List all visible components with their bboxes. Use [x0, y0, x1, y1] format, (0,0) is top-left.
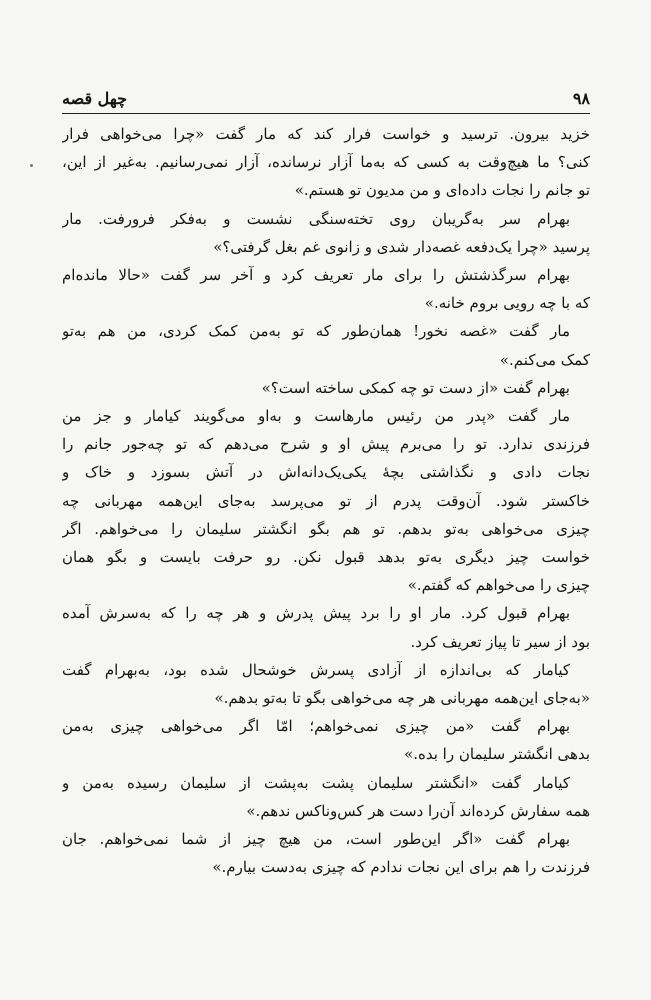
paragraph	[62, 261, 590, 317]
text-line: فرزندی ندارد. تو را می‌برم پیش او و شرح می‌دهم که تو چه‌جور جانم را	[62, 435, 590, 454]
paragraph	[62, 599, 590, 655]
text-line: کیامار که بی‌اندازه از آزادی پسرش خوشحال شده بود، به‌بهرام گفت	[62, 660, 570, 679]
paragraph	[62, 656, 590, 712]
text-line: نجات دادی و نگذاشتی بچهٔ یکی‌یک‌دانه‌اش در آتش بسوزد و خاک و	[62, 463, 590, 482]
paragraph	[62, 712, 590, 768]
margin-mark	[30, 164, 33, 167]
text-line: بود از سیر تا پیاز تعریف کرد.	[410, 632, 590, 651]
paragraph	[62, 374, 590, 402]
text-line: خواست چیز دیگری به‌تو بدهد قبول نکن. رو حرفت بایست و بگو همان	[62, 548, 590, 567]
text-line: چیزی را می‌خواهم که گفتم.»	[407, 576, 590, 595]
text-line: خاکستر شود. آن‌وقت پدرم از تو می‌پرسد به‌جای این‌همه مهربانی چه	[62, 491, 590, 510]
paragraph	[62, 402, 590, 599]
text-line: کمک می‌کنم.»	[499, 350, 590, 369]
text-line: تو جانم را نجات داده‌ای و من مدیون تو هستم.»	[294, 181, 590, 200]
text-line: بهرام گفت «من چیزی نمی‌خواهم؛ امّا اگر می‌خواهی چیزی به‌من	[62, 717, 570, 736]
page-number: ۹۸	[572, 89, 590, 108]
text-line: بهرام گفت «اگر این‌طور است، من هیچ چیز از شما نمی‌خواهم. جان	[62, 830, 570, 849]
text-line: کیامار گفت «انگشتر سلیمان پشت به‌پشت از سلیمان رسیده به‌من و	[62, 773, 570, 792]
paragraph	[62, 825, 590, 881]
text-line: مار گفت «غصه نخور! همان‌طور که تو به‌من کمک کردی، من هم به‌تو	[62, 322, 570, 341]
paragraph	[62, 205, 590, 261]
text-line: بدهی انگشتر سلیمان را بده.»	[404, 745, 590, 764]
text-line: بهرام گفت «از دست تو چه کمکی ساخته است؟»	[261, 378, 570, 397]
text-line: کنی؟ ما هیچ‌وقت به کسی که به‌ما آزار نرسانده، آزار نمی‌رسانیم. به‌غیر از این،	[62, 153, 590, 172]
paragraph	[62, 120, 590, 205]
text-line: فرزندت را هم برای این نجات ندادم که چیزی به‌دست بیارم.»	[212, 858, 590, 877]
text-line: خزید بیرون. ترسید و خواست فرار کند که مار گفت «چرا می‌خواهی فرار	[62, 125, 590, 143]
text-line: همه سفارش کرده‌اند آن‌را دست هر کس‌وناکس ندهم.»	[246, 801, 590, 820]
text-line: بهرام سرگذشتش را برای مار تعریف کرد و آخر سر گفت «حالا مانده‌ام	[62, 266, 570, 285]
text-line: که با چه رویی بروم خانه.»	[424, 294, 590, 313]
text-line: چیزی می‌خواهی به‌تو بدهم. تو هم بگو انگشتر سلیمان را می‌خواهم. اگر	[62, 519, 590, 538]
running-title: چهل قصه	[62, 89, 128, 108]
text-line: پرسید «چرا یک‌دفعه غصه‌دار شدی و زانوی غم بغل گرفتی؟»	[213, 237, 590, 256]
text-line: مار گفت «پدر من رئیس مارهاست و به‌او می‌گویند کیامار و جز من	[62, 407, 570, 426]
body-text	[62, 120, 590, 881]
text-line: بهرام سر به‌گریبان روی تخته‌سنگی نشست و به‌فکر فرورفت. مار	[62, 209, 570, 228]
paragraph	[62, 317, 590, 373]
paragraph	[62, 769, 590, 825]
header-divider	[62, 113, 590, 114]
page-header	[62, 88, 590, 112]
text-line: «به‌جای این‌همه مهربانی هر چه می‌خواهی بگو تا به‌تو بدهم.»	[214, 689, 590, 708]
text-line: بهرام قبول کرد. مار او را برد پیش پدرش و هر چه را که به‌سرش آمده	[62, 604, 570, 623]
